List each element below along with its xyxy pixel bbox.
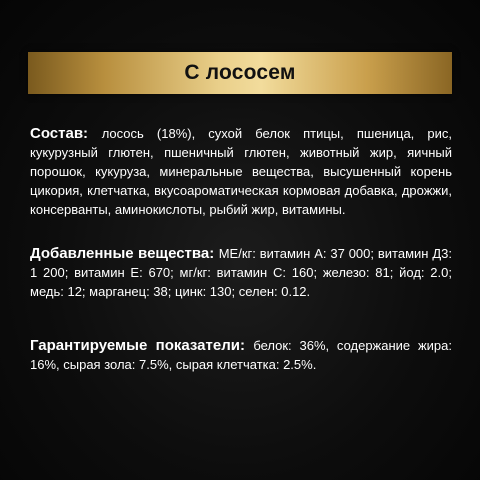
guaranteed-heading: Гарантируемые показатели: bbox=[30, 337, 254, 354]
composition-text: лосось (18%), сухой белок птицы, пшеница, рис, кукурузный глютен, пшеничный глютен, животный жир, яичный порошок, кукуруза, минеральные вещества, высушенный корень цикория, клетчатка, вкусоароматическая кормовая добавка, дрожжи, консерванты, аминокислоты, рыбий жир, витамины. bbox=[30, 126, 452, 217]
title-banner bbox=[28, 52, 452, 94]
guaranteed-text: белок: 36%, содержание жира: 16%, сырая зола: 7.5%, сырая клетчатка: 2.5%. bbox=[30, 338, 452, 372]
guaranteed-section bbox=[30, 336, 452, 374]
additives-section bbox=[30, 244, 452, 301]
additives-heading: Добавленные вещества: bbox=[30, 245, 219, 262]
composition-heading: Состав: bbox=[30, 125, 102, 142]
banner-title: С лососем bbox=[184, 61, 296, 84]
additives-text: МЕ/кг: витамин А: 37 000; витамин Д3: 1 200; витамин Е: 670; мг/кг: витамин С: 160; железо: 81; йод: 2.0; медь: 12; марганец: 38; цинк: 130; селен: 0.12. bbox=[30, 246, 452, 299]
composition-section bbox=[30, 124, 452, 219]
